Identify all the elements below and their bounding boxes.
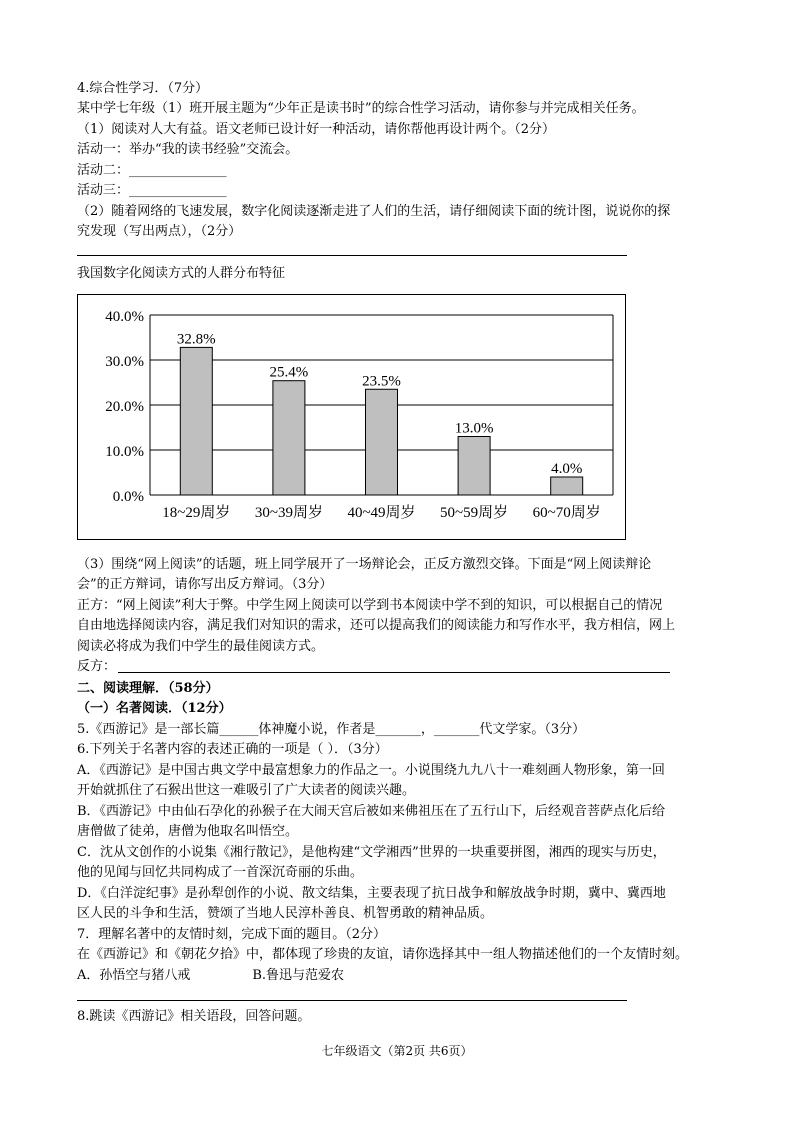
bar: [458, 437, 490, 496]
x-tick-label: 40~49周岁: [347, 505, 416, 521]
page-footer: 七年级语文（第2页 共6页）: [321, 1044, 473, 1058]
q6: 6.下列关于名著内容的表述正确的一项是（ ）．（3分）: [77, 742, 388, 757]
q4-part2-line1: （2）随着网络的飞速发展，数字化阅读逐渐走进了人们的生活，请仔细阅读下面的统计图，说说你的探: [77, 204, 671, 219]
activity-three: 活动三：_______________: [77, 183, 227, 198]
negative-label: 反方：: [77, 659, 117, 674]
option-c-line2: 他的见闻与回忆共同构成了一首深沉奇丽的乐曲。: [77, 865, 364, 880]
option-a-line1: A．《西游记》是中国古典文学中最富想象力的作品之一。小说围绕九九八十一难刻画人物形象，第一回: [77, 763, 665, 778]
negative-answer-line: [118, 672, 670, 673]
x-tick-label: 50~59周岁: [440, 505, 509, 521]
option-a-line2: 开始就抓住了石猴出世这一难吸引了广大读者的阅读兴趣。: [77, 783, 416, 798]
affirmative-line3: 阅读必将成为我们中学生的最佳阅读方式。: [77, 639, 325, 654]
chart-caption: 我国数字化阅读方式的人群分布特征: [77, 266, 286, 281]
bar: [180, 347, 212, 495]
y-tick-label: 20.0%: [105, 399, 144, 415]
q4-part3-line1: （3）围绕“网上阅读”的话题，班上同学展开了一场辩论会，正反方激烈交锋。下面是“网上阅读辩论: [77, 557, 652, 572]
q5: 5.《西游记》是一部长篇______体神魔小说，作者是_______，_______代文学家。（3分）: [77, 722, 586, 737]
q7-answer-line: [77, 1000, 627, 1001]
q7: 7．理解名著中的友情时刻，完成下面的题目。（2分）: [77, 927, 387, 942]
option-b-line1: B．《西游记》中由仙石孕化的孙猴子在大闹天宫后被如来佛祖压在了五行山下，后经观音菩萨点化后给: [77, 804, 666, 819]
option-d-line1: D．《白洋淀纪事》是孙犁创作的小说、散文结集，主要表现了抗日战争和解放战争时期，冀中、冀西地: [77, 886, 666, 901]
bar: [366, 389, 398, 495]
data-label: 25.4%: [269, 364, 309, 381]
affirmative-line2: 自由地选择阅读内容，满足我们对知识的需求，还可以提高我们的阅读能力和写作水平，我方相信，网上: [77, 618, 676, 633]
bar: [273, 381, 305, 495]
data-label: 13.0%: [454, 420, 494, 437]
x-tick-label: 60~70周岁: [532, 505, 601, 521]
q8: 8.跳读《西游记》相关语段，回答问题。: [77, 1009, 311, 1024]
y-tick-label: 0.0%: [112, 489, 144, 505]
y-tick-label: 10.0%: [105, 444, 144, 460]
q4-heading: 4.综合性学习．（7分）: [77, 81, 209, 96]
q7-options: A．孙悟空与猪八戒 B.鲁迅与范爱农: [77, 968, 345, 983]
q4-part1: （1）阅读对人大有益。语文老师已设计好一种活动，请你帮他再设计两个。（2分）: [77, 122, 556, 137]
activity-one: 活动一：举办“我的读书经验”交流会。: [77, 142, 299, 157]
data-label: 32.8%: [176, 331, 216, 348]
q4-part2-line2: 究发现（写出两点），（2分）: [77, 224, 242, 239]
q4-part3-line2: 会”的正方辩词，请你写出反方辩词。（3分）: [77, 577, 333, 592]
x-tick-label: 30~39周岁: [254, 505, 323, 521]
section2-sub1: （一）名著阅读．（12分）: [77, 701, 232, 716]
y-tick-label: 40.0%: [105, 309, 144, 325]
affirmative-line1: 正方：“网上阅读”利大于弊。中学生网上阅读可以学到书本阅读中学不到的知识，可以根据自己的情况: [77, 598, 663, 613]
y-tick-label: 30.0%: [105, 354, 144, 370]
option-d-line2: 区人民的斗争和生活，赞颂了当地人民淳朴善良、机智勇敢的精神品质。: [77, 906, 494, 921]
answer-line: [77, 255, 627, 256]
bar: [551, 477, 583, 495]
q7-body: 在《西游记》和《朝花夕拾》中，都体现了珍贵的友谊，请你选择其中一组人物描述他们的一个友情时刻。: [77, 947, 689, 962]
option-c-line1: C．沈从文创作的小说集《湘行散记》，是他构建“文学湘西”世界的一块重要拼图，湘西的现实与历史，: [77, 845, 666, 860]
option-b-line2: 唐僧做了徒弟，唐僧为他取名叫悟空。: [77, 824, 299, 839]
x-tick-label: 18~29周岁: [162, 505, 231, 521]
bar-chart-svg: [78, 295, 625, 539]
activity-two: 活动二：_______________: [77, 163, 227, 178]
section2-heading: 二、阅读理解．（58分）: [77, 681, 219, 696]
bar-chart: [77, 294, 626, 540]
data-label: 23.5%: [362, 373, 401, 390]
q4-intro: 某中学七年级（1）班开展主题为“少年正是读书时”的综合性学习活动，请你参与并完成相关任务。: [77, 101, 645, 116]
data-label: 4.0%: [551, 461, 583, 477]
